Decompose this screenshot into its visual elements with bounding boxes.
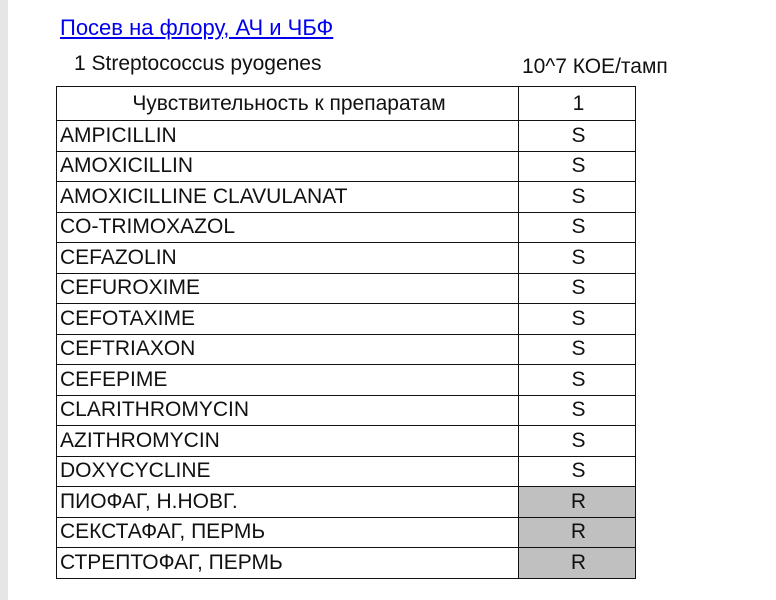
table-row xyxy=(57,548,636,579)
drug-name-cell: AMOXICILLIN xyxy=(57,151,519,182)
drug-name-cell: DOXYCYCLINE xyxy=(57,456,519,487)
section-heading-link[interactable]: Посев на флору, АЧ и ЧБФ xyxy=(60,15,334,40)
sensitivity-result-cell: S xyxy=(519,151,636,182)
drug-name-cell: CEFEPIME xyxy=(57,365,519,396)
drug-name-cell: AMOXICILLINE CLAVULANAT xyxy=(57,182,519,213)
sensitivity-result-cell: R xyxy=(519,548,636,579)
table-row xyxy=(57,395,636,426)
table-row xyxy=(57,304,636,335)
sensitivity-result-cell: R xyxy=(519,487,636,518)
table-row xyxy=(57,273,636,304)
drug-name-cell: AMPICILLIN xyxy=(57,121,519,152)
header-isolate-number: 1 xyxy=(519,87,636,121)
sensitivity-result-cell: S xyxy=(519,212,636,243)
drug-name-cell: CLARITHROMYCIN xyxy=(57,395,519,426)
sensitivity-result-cell: S xyxy=(519,243,636,274)
drug-name-cell: CEFTRIAXON xyxy=(57,334,519,365)
table-row xyxy=(57,487,636,518)
sensitivity-result-cell: S xyxy=(519,121,636,152)
table-body xyxy=(57,121,636,579)
drug-name-cell: СТРЕПТОФАГ, ПЕРМЬ xyxy=(57,548,519,579)
sensitivity-table xyxy=(56,86,636,579)
drug-name-cell: CEFUROXIME xyxy=(57,273,519,304)
table-row xyxy=(57,243,636,274)
table-row xyxy=(57,182,636,213)
sensitivity-result-cell: R xyxy=(519,517,636,548)
sensitivity-result-cell: S xyxy=(519,304,636,335)
organism-name: 1 Streptococcus pyogenes xyxy=(74,52,322,75)
drug-name-cell: CEFAZOLIN xyxy=(57,243,519,274)
table-row xyxy=(57,517,636,548)
cropped-bottom-text xyxy=(60,592,240,600)
table-row xyxy=(57,456,636,487)
organism-concentration: 10^7 КОЕ/тамп xyxy=(522,55,668,78)
header-drug-sensitivity: Чувствительность к препаратам xyxy=(57,87,519,121)
sensitivity-result-cell: S xyxy=(519,334,636,365)
sensitivity-result-cell: S xyxy=(519,456,636,487)
sensitivity-result-cell: S xyxy=(519,182,636,213)
drug-name-cell: ПИОФАГ, Н.НОВГ. xyxy=(57,487,519,518)
drug-name-cell: AZITHROMYCIN xyxy=(57,426,519,457)
drug-name-cell: CEFOTAXIME xyxy=(57,304,519,335)
page-left-edge xyxy=(0,0,8,600)
table-row xyxy=(57,121,636,152)
drug-name-cell: СЕКСТАФАГ, ПЕРМЬ xyxy=(57,517,519,548)
table-row xyxy=(57,334,636,365)
table-header-row xyxy=(57,87,636,121)
sensitivity-result-cell: S xyxy=(519,365,636,396)
sensitivity-result-cell: S xyxy=(519,273,636,304)
sensitivity-result-cell: S xyxy=(519,426,636,457)
sensitivity-result-cell: S xyxy=(519,395,636,426)
table-row xyxy=(57,365,636,396)
drug-name-cell: CO-TRIMOXAZOL xyxy=(57,212,519,243)
table-row xyxy=(57,212,636,243)
table-row xyxy=(57,151,636,182)
table-row xyxy=(57,426,636,457)
